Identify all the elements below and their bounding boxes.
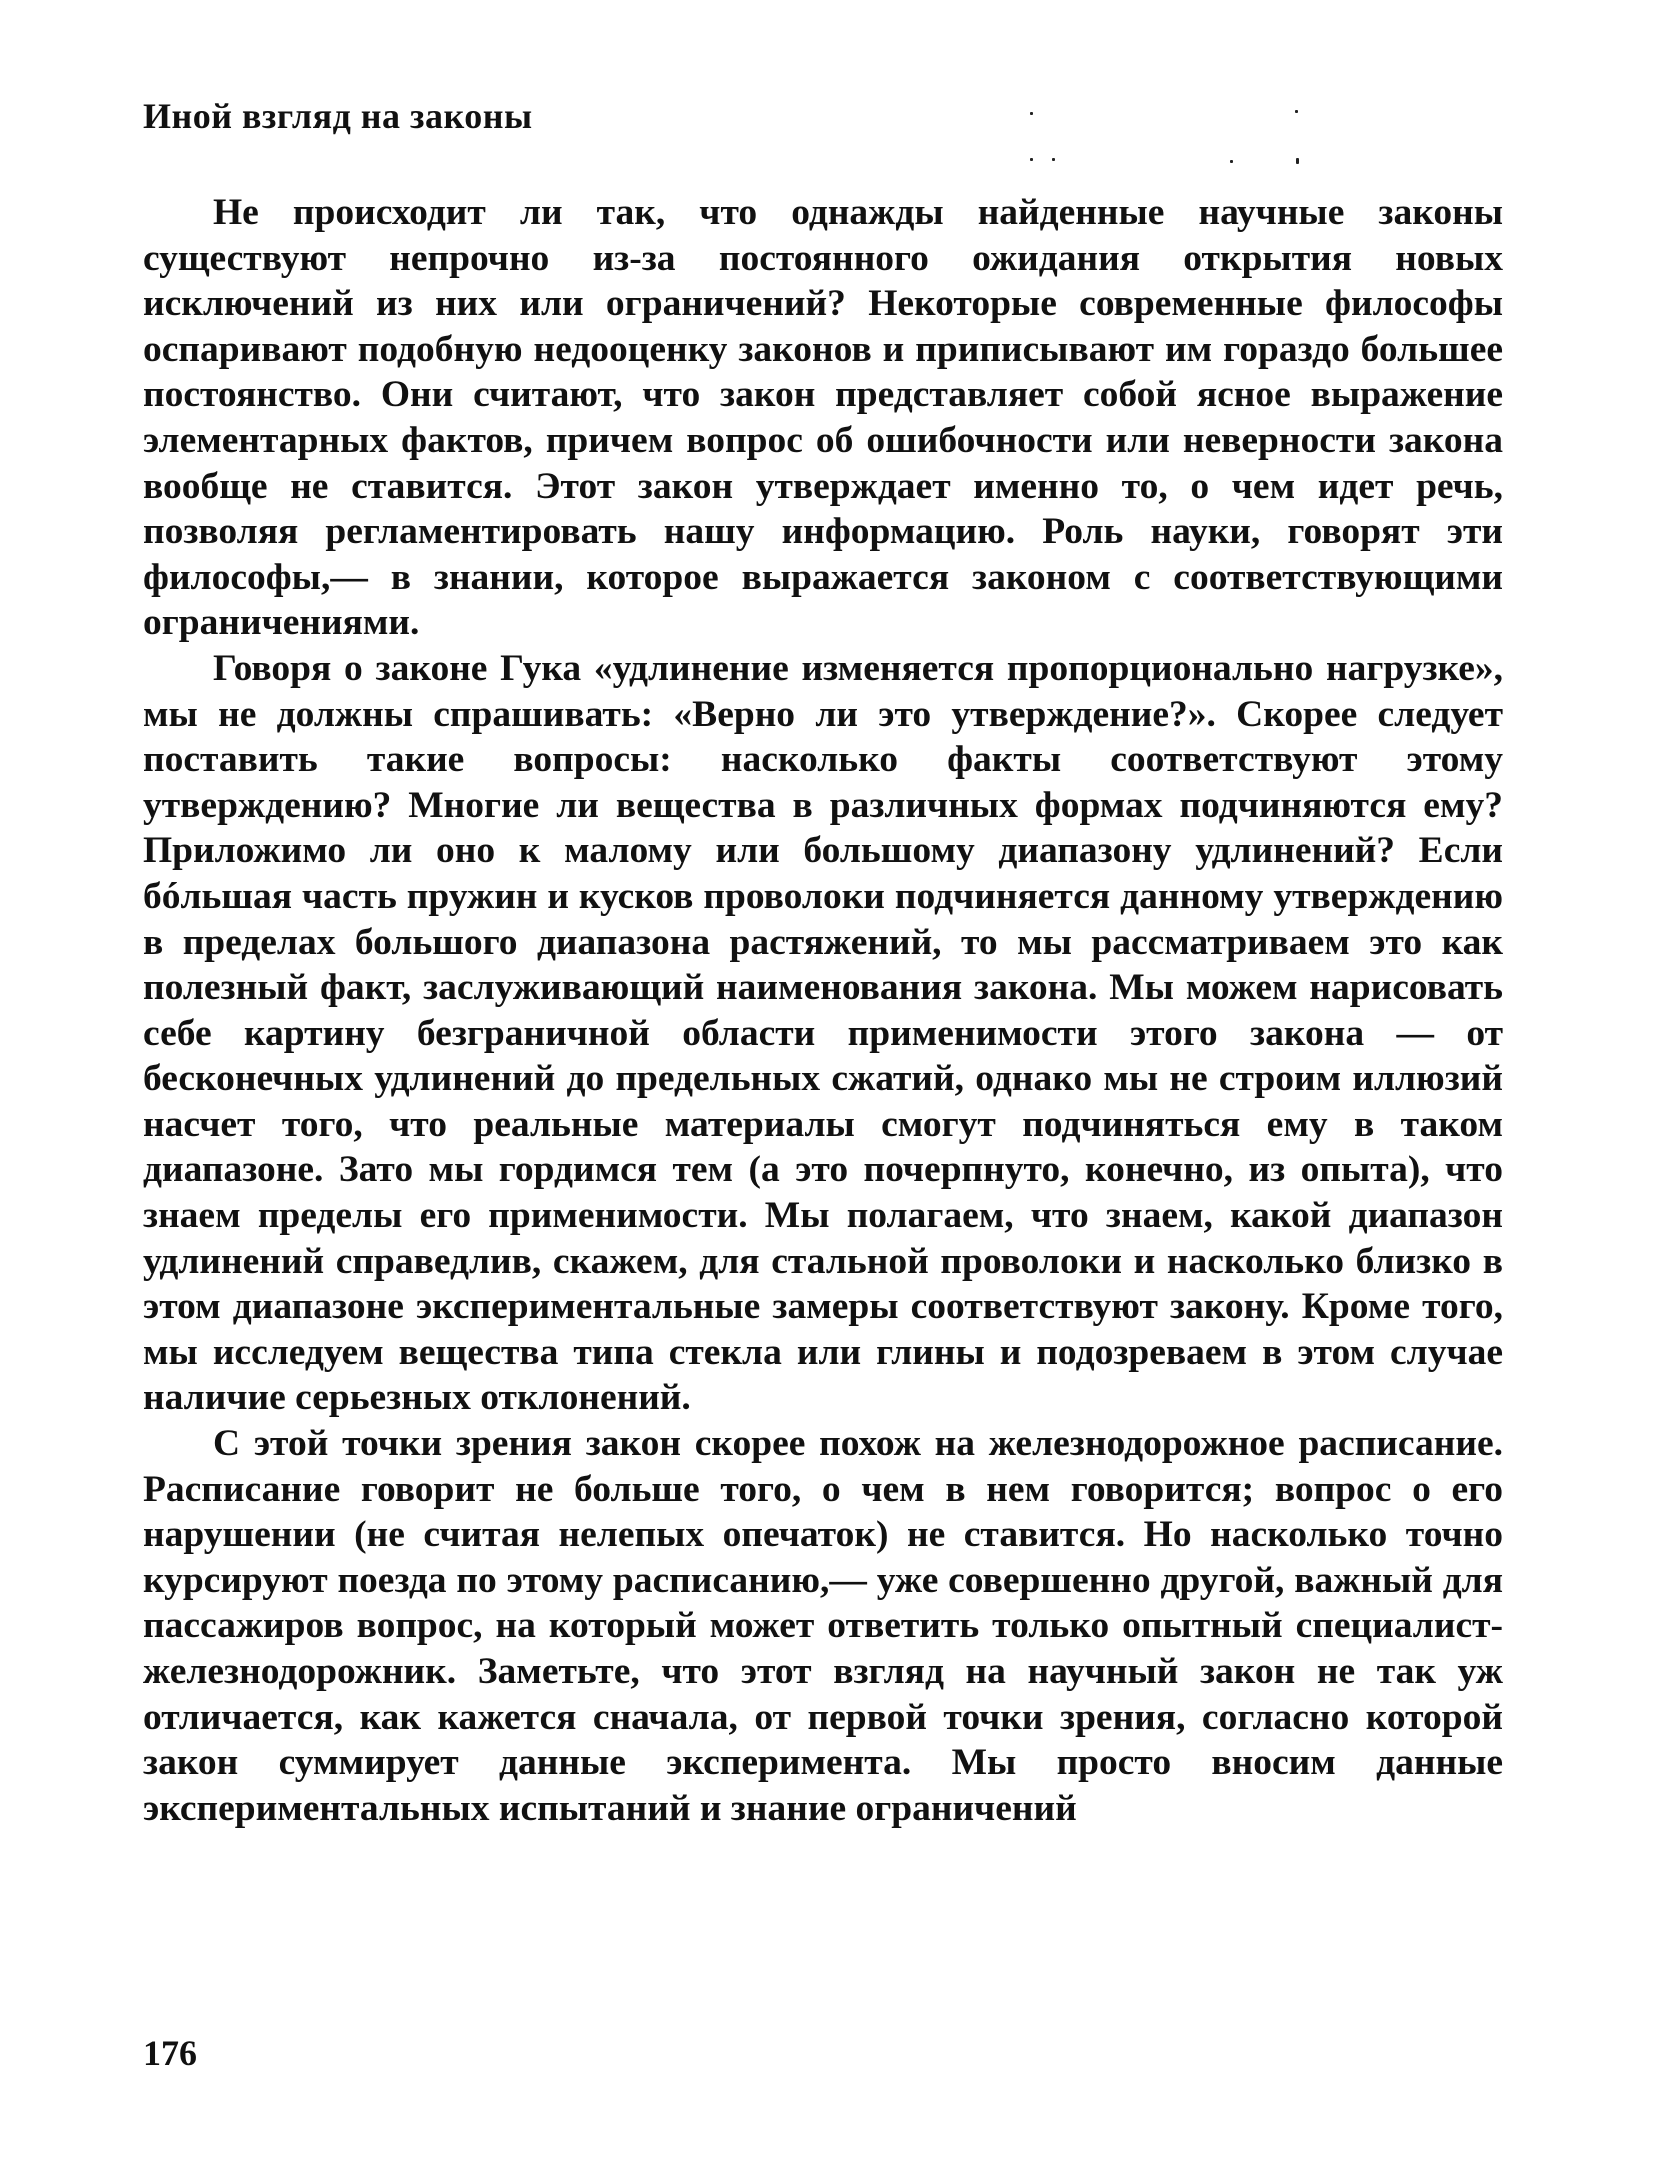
page-number: 176 <box>143 2033 197 2073</box>
paragraph: С этой точки зрения закон скорее похож на железнодорожное расписание. Расписание говорит не больше того, о чем в нем говорится; вопрос о его нарушении (не считая нелепых опечаток) не ставится. Но насколько точно курсируют поезда по этому расписанию,— уже совершенно другой, важный для пассажиров вопрос, на который может ответить только опытный специалист-железнодорожник. Заметьте, что этот взгляд на научный закон не так уж отличается, как кажется сначала, от первой точки зрения, согласно которой закон суммирует данные эксперимента. Мы просто вносим данные экспериментальных испытаний и знание ограничений <box>143 1423 1503 1829</box>
page-content <box>143 96 1503 1831</box>
paragraph: Говоря о законе Гука «удлинение изменяется пропорционально нагрузке», мы не должны спрашивать: «Верно ли это утверждение?». Скорее следует поставить такие вопросы: насколько факты соответствуют этому утверждению? Многие ли вещества в различных формах подчиняются ему? Приложимо ли оно к малому или большому диапазону удлинений? Если бóльшая часть пружин и кусков проволоки подчиняется данному утверждению в пределах большого диапазона растяжений, то мы рассматриваем это как полезный факт, заслуживающий наименования закона. Мы можем нарисовать себе картину безграничной области применимости этого закона — от бесконечных удлинений до предельных сжатий, однако мы не строим иллюзий насчет того, что реальные материалы смогут подчиняться ему в таком диапазоне. Зато мы гордимся тем (а это почерпнуто, конечно, из опыта), что знаем пределы его применимости. Мы полагаем, что знаем, какой диапазон удлинений справедлив, скажем, для стальной проволоки и насколько близко в этом диапазоне экспериментальные замеры соответствуют закону. Кроме того, мы исследуем вещества типа стекла или глины и подозреваем в этом случае наличие серьезных отклонений. <box>143 647 1503 1419</box>
section-heading: Иной взгляд на законы <box>143 96 533 136</box>
paragraph: Не происходит ли так, что однажды найденные научные законы существуют непрочно из-за постоянного ожидания открытия новых исключений из них или ограничений? Некоторые современные философы оспаривают подобную недооценку законов и приписывают им гораздо большее постоянство. Они считают, что закон представляет собой ясное выражение элементарных фактов, причем вопрос об ошибочности или неверности закона вообще не ставится. Этот закон утверждает именно то, о чем идет речь, позволяя регламентировать нашу информацию. Роль науки, говорят эти философы,— в знании, которое выражается законом с соответствующими ограничениями. <box>143 192 1503 644</box>
